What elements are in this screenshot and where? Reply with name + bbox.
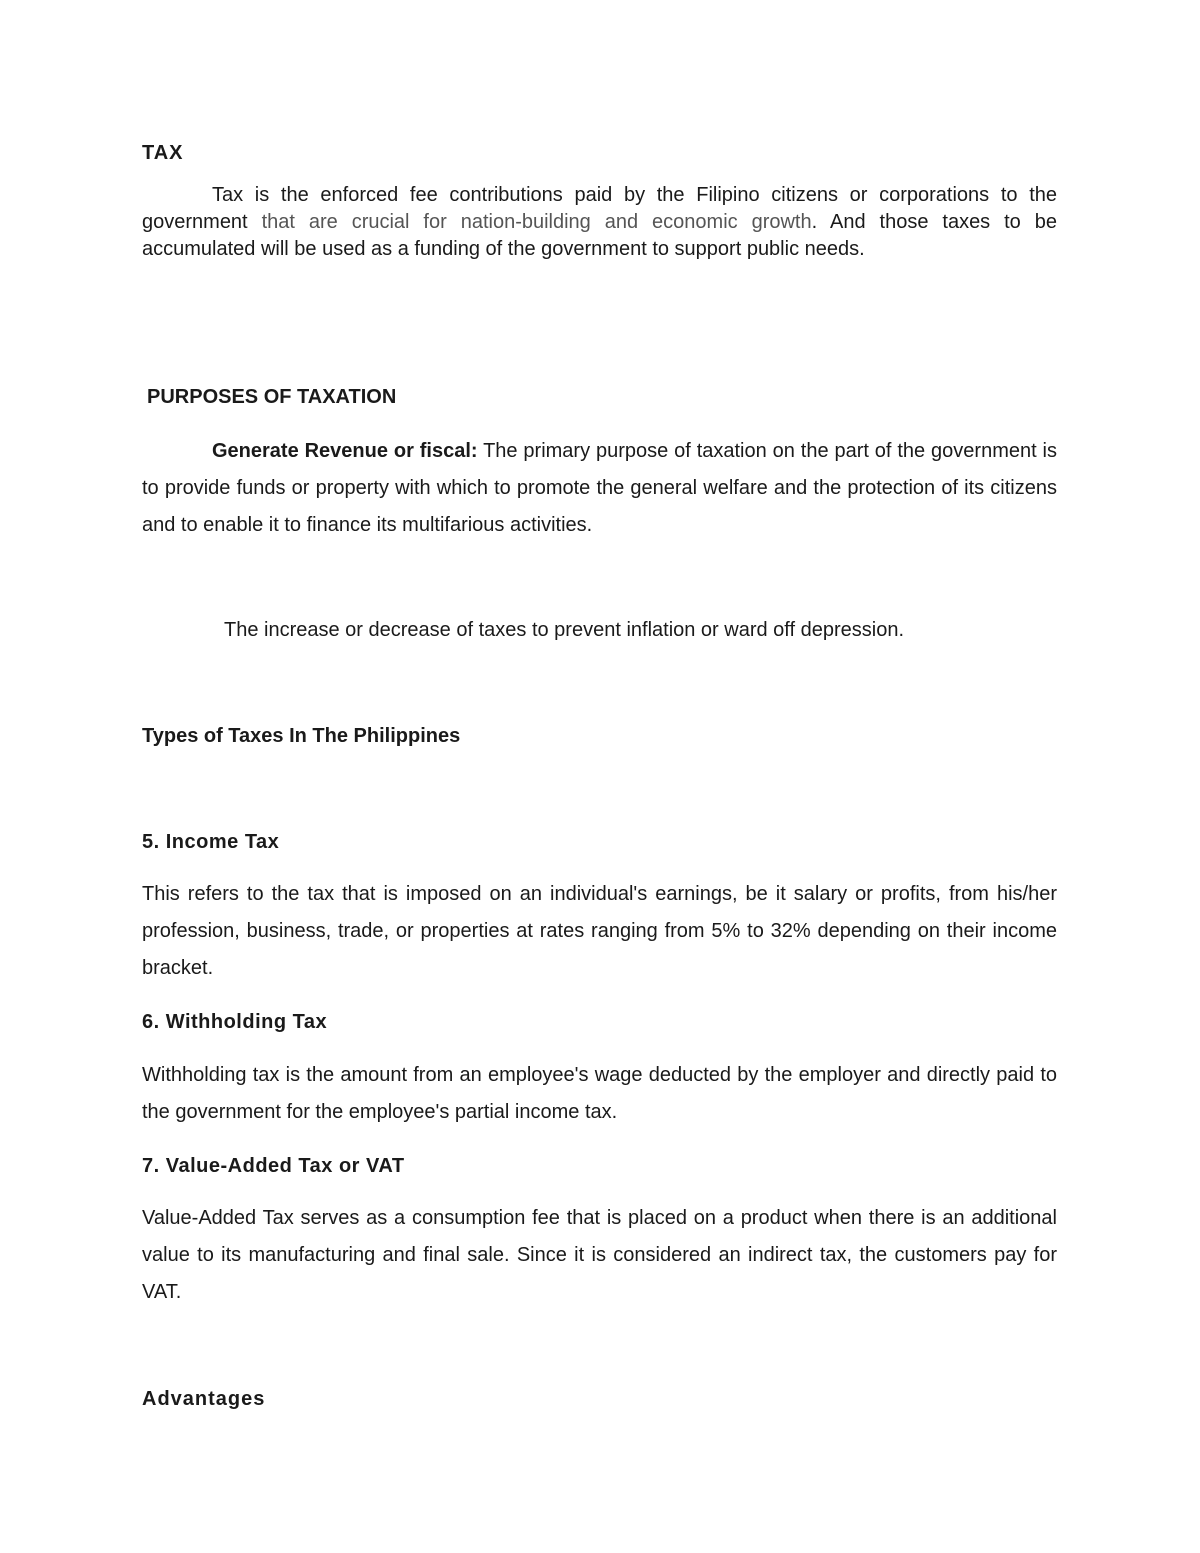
income-tax-heading: 5. Income Tax [142, 831, 280, 853]
tax-definition-part1: Tax is the enforced fee contributions paid by the Filipino citizens or corporations to the government [142, 184, 1057, 233]
purposes-heading: PURPOSES OF TAXATION [147, 386, 397, 408]
revenue-lead: Generate Revenue or fiscal: [212, 440, 478, 462]
income-tax-paragraph: This refers to the tax that is imposed on an individual's earnings, be it salary or profits, from his/her profession, business, trade, or properties at rates ranging from 5% to 32% depending on their income bracket. [142, 883, 1057, 979]
vat-paragraph: Value-Added Tax serves as a consumption fee that is placed on a product when there is an additional value to its manufacturing and final sale. Since it is considered an indirect tax, the customers pay for VAT. [142, 1207, 1057, 1303]
revenue-paragraph [142, 433, 1057, 544]
vat-heading: 7. Value-Added Tax or VAT [142, 1155, 405, 1177]
advantages-heading: Advantages [142, 1388, 266, 1410]
inflation-line: The increase or decrease of taxes to prevent inflation or ward off depression. [224, 619, 905, 641]
tax-definition-part2: that are crucial for nation-building and economic growth [261, 211, 812, 233]
revenue-text: The primary purpose of taxation on the part of the government is to provide funds or property with which to promote the general welfare and the protection of its citizens and to enable it to finance its multifarious activities. [142, 440, 1057, 536]
withholding-tax-heading: 6. Withholding Tax [142, 1011, 328, 1033]
types-heading: Types of Taxes In The Philippines [142, 725, 461, 747]
tax-heading: TAX [142, 142, 184, 164]
tax-definition-paragraph [142, 182, 1057, 263]
withholding-tax-paragraph: Withholding tax is the amount from an employee's wage deducted by the employer and directly paid to the government for the employee's partial income tax. [142, 1064, 1057, 1123]
tax-definition-part3: . And those taxes to be accumulated will be used as a funding of the government to support public needs. [142, 211, 1057, 260]
